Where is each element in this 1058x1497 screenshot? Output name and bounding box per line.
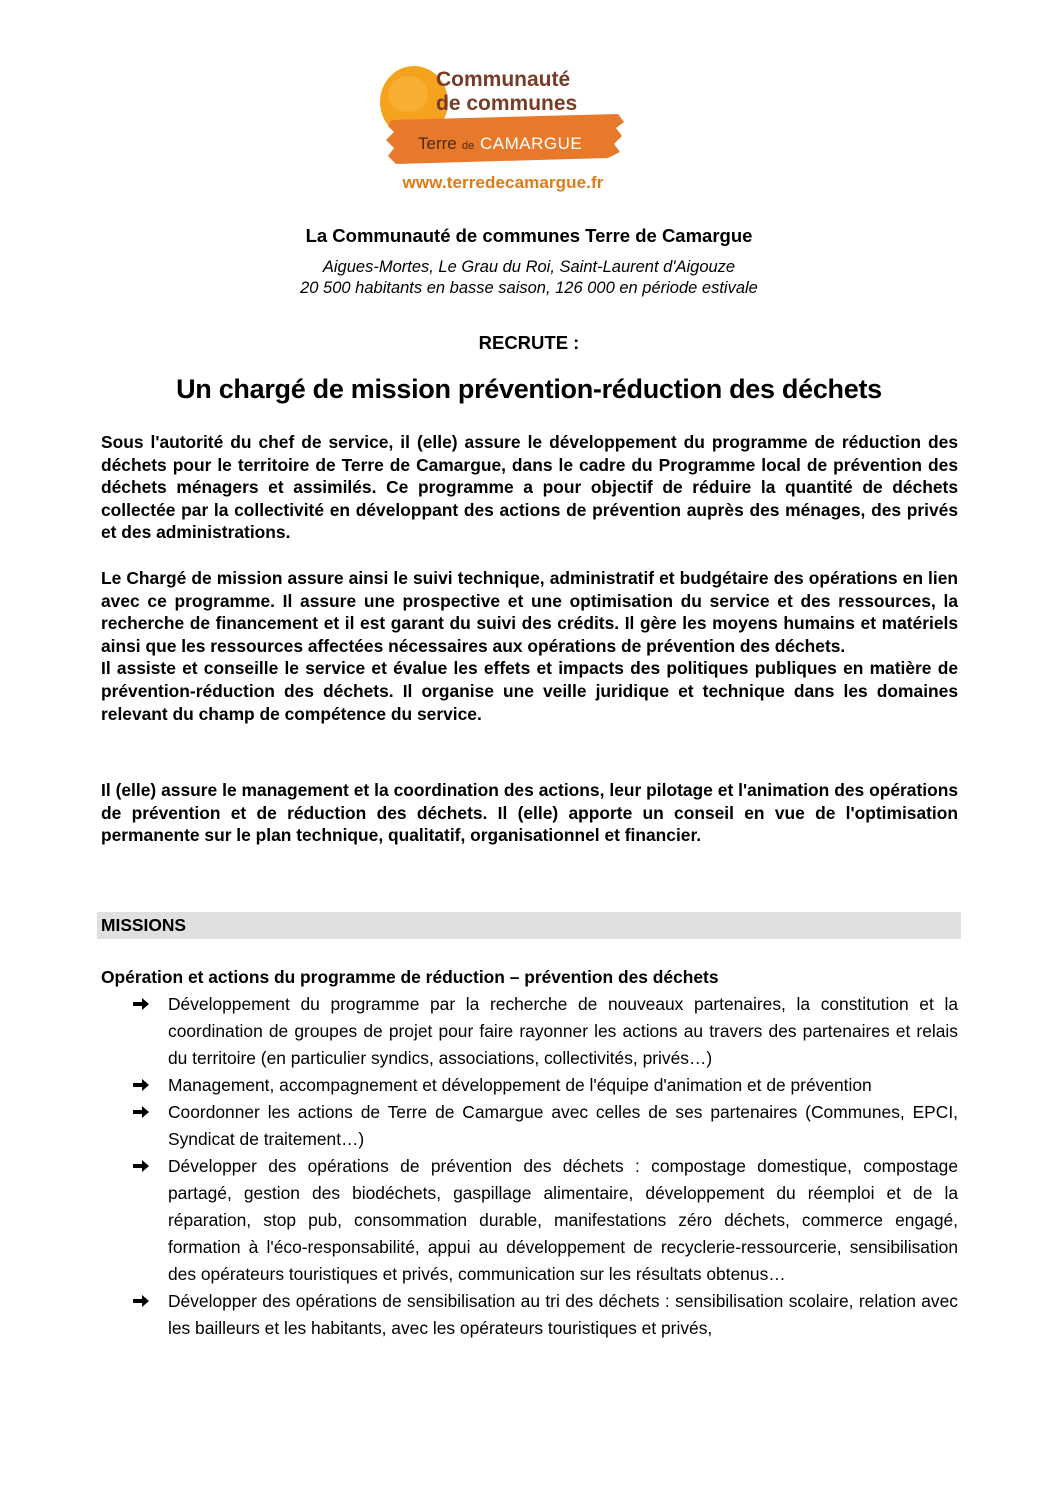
- role-paragraph-part-2: Il assiste et conseille le service et évalue les effets et impacts des politiques publiques en matière de prévention-réduction des déchets. Il organise une veille juridique et technique dans les domaines relevant du champ de compétence du service.: [101, 658, 958, 724]
- list-item-text: Coordonner les actions de Terre de Camargue avec celles de ses partenaires (Communes, EPCI, Syndicat de traitement…): [168, 1102, 958, 1149]
- logo-line2: de communes: [436, 92, 578, 115]
- logo-banner-prefix: Terre: [418, 134, 457, 153]
- list-item: [101, 1099, 958, 1153]
- organization-logo: [378, 64, 628, 198]
- logo-line1: Communauté: [436, 68, 571, 91]
- intro-paragraph: Sous l'autorité du chef de service, il (elle) assure le développement du programme de réduction des déchets pour le territoire de Terre de Camargue, dans le cadre du Programme local de prévention des déchets ménagers et assimilés. Ce programme a pour objectif de réduire la quantité de déchets collectée par la collectivité en développant des actions de prévention auprès des ménages, des privés et des administrations.: [101, 432, 958, 543]
- role-paragraph: [101, 567, 958, 725]
- job-title: Un chargé de mission prévention-réduction des déchets: [176, 374, 882, 404]
- list-item-text: Management, accompagnement et développement de l'équipe d'animation et de prévention: [168, 1075, 872, 1095]
- list-item: [101, 1288, 958, 1342]
- list-item-text: Développer des opérations de prévention des déchets : compostage domestique, compostage partagé, gestion des biodéchets, gaspillage alimentaire, développement du réemploi et de la réparation, stop pub, consommation durable, manifestations zéro déchets, commerce engagé, formation à l'éco-responsabilité, appui au développement de recyclerie-ressourcerie, sensibilisation des opérateurs touristiques et privés, communication sur les résultats obtenus…: [168, 1156, 958, 1284]
- list-item-text: Développer des opérations de sensibilisation au tri des déchets : sensibilisation scolaire, relation avec les bailleurs et les habitants, avec les opérateurs touristiques et privés,: [168, 1291, 958, 1338]
- right-arrow-icon: [133, 997, 149, 1011]
- logo-banner-name: CAMARGUE: [480, 134, 583, 153]
- missions-list: [101, 991, 958, 1342]
- right-arrow-icon: [133, 1078, 149, 1092]
- logo-url: www.terredecamargue.fr: [402, 173, 604, 192]
- list-item-text: Développement du programme par la recherche de nouveaux partenaires, la constitution et la coordination de groupes de projet pour faire rayonner les actions au travers des partenaires et relais du territoire (en particulier syndics, associations, collectivités, privés…): [168, 994, 958, 1068]
- missions-section-header: [97, 912, 961, 939]
- list-item: [101, 1153, 958, 1288]
- right-arrow-icon: [133, 1105, 149, 1119]
- logo-banner-de: de: [462, 140, 475, 152]
- recruit-label: RECRUTE :: [478, 332, 580, 353]
- logo-graphic: [378, 64, 628, 174]
- towns-line: Aigues-Mortes, Le Grau du Roi, Saint-Laurent d'Aigouze: [322, 258, 736, 276]
- list-item: [101, 1072, 958, 1099]
- right-arrow-icon: [133, 1294, 149, 1308]
- missions-section-label: MISSIONS: [101, 915, 187, 935]
- list-item: [101, 991, 958, 1072]
- missions-sub-heading: Opération et actions du programme de réduction – prévention des déchets: [101, 967, 719, 987]
- management-paragraph: Il (elle) assure le management et la coordination des actions, leur pilotage et l'animation des opérations de prévention et de réduction des déchets. Il (elle) apporte un conseil en vue de l'optimisation permanente sur le plan technique, qualitatif, organisationnel et financier.: [101, 780, 958, 846]
- role-paragraph-part-1: Le Chargé de mission assure ainsi le suivi technique, administratif et budgétaire des opérations en lien avec ce programme. Il assure une prospective et une optimisation du service et des ressources, la recherche de financement et il est garant du suivi des crédits. Il gère les moyens humains et matériels ainsi que les ressources affectées nécessaires aux opérations de prévention des déchets.: [101, 568, 958, 656]
- right-arrow-icon: [133, 1159, 149, 1173]
- organization-title: La Communauté de communes Terre de Camargue: [305, 225, 753, 246]
- population-line: 20 500 habitants en basse saison, 126 000 en période estivale: [300, 279, 758, 297]
